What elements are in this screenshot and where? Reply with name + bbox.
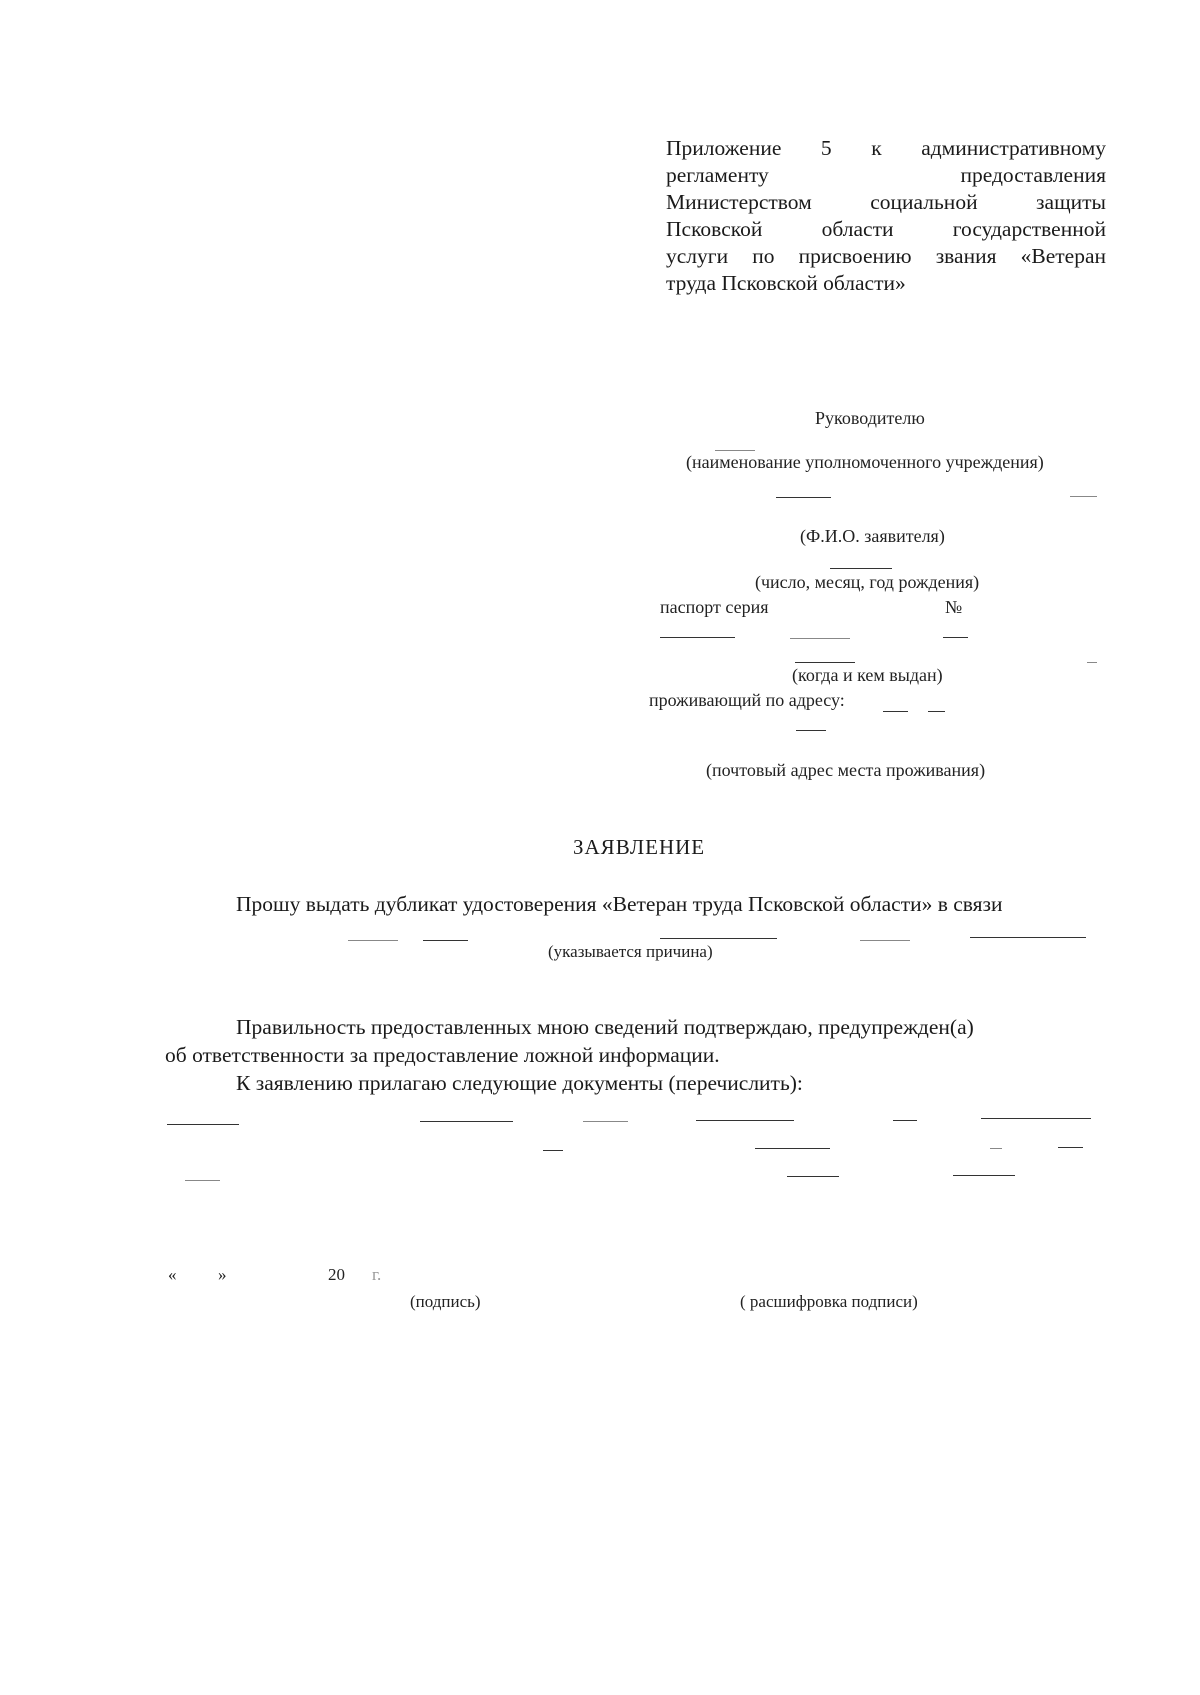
fio-caption: (Ф.И.О. заявителя) xyxy=(800,526,945,546)
passport-number-line xyxy=(943,637,968,638)
address-line-3 xyxy=(796,730,826,731)
appendix-block xyxy=(666,135,1106,297)
doc-line xyxy=(1058,1147,1083,1148)
confirmation-line-1: Правильность предоставленных мною сведений подтверждаю, предупрежден(а) xyxy=(236,1015,974,1039)
passport-number-label: № xyxy=(945,597,963,617)
document-title: ЗАЯВЛЕНИЕ xyxy=(573,835,706,859)
appendix-line: Приложение 5 к административному xyxy=(666,136,1106,160)
request-text: Прошу выдать дубликат удостоверения «Ветеран труда Псковской области» в связи xyxy=(236,892,1003,916)
address-line-2 xyxy=(928,711,945,712)
date-quote-open: « xyxy=(168,1265,177,1284)
appendix-line: регламенту предоставления xyxy=(666,163,1106,187)
residing-label: проживающий по адресу: xyxy=(649,690,845,710)
doc-line xyxy=(420,1121,513,1122)
passport-mid-line xyxy=(790,638,850,639)
doc-line xyxy=(185,1180,220,1181)
fio-line xyxy=(776,497,831,498)
reason-line-3 xyxy=(660,938,777,939)
date-year-suffix: г. xyxy=(372,1265,382,1284)
attach-label: К заявлению прилагаю следующие документы (перечислить): xyxy=(236,1071,803,1095)
passport-series-label: паспорт серия xyxy=(660,597,769,617)
address-line-1 xyxy=(883,711,908,712)
date-year: 20 xyxy=(328,1265,345,1284)
appendix-line: услуги по присвоению звания «Ветеран xyxy=(666,244,1106,268)
doc-line xyxy=(696,1120,794,1121)
signature-decode-caption: ( расшифровка подписи) xyxy=(740,1292,918,1311)
fio-line-end xyxy=(1070,496,1097,497)
appendix-line: Псковской области государственной xyxy=(666,217,1106,241)
doc-line xyxy=(167,1124,239,1125)
reason-caption: (указывается причина) xyxy=(548,942,713,961)
reason-line-5 xyxy=(970,937,1086,938)
reason-line-4 xyxy=(860,940,910,941)
signature-caption: (подпись) xyxy=(410,1292,481,1311)
doc-line xyxy=(990,1148,1002,1149)
address-caption: (почтовый адрес места проживания) xyxy=(706,760,986,780)
reason-line-2 xyxy=(423,940,468,941)
doc-line xyxy=(981,1118,1091,1119)
doc-line xyxy=(543,1150,563,1151)
reason-line-1 xyxy=(348,940,398,941)
doc-line xyxy=(953,1175,1015,1176)
birth-caption: (число, месяц, год рождения) xyxy=(755,572,980,592)
institution-caption: (наименование уполномоченного учреждения) xyxy=(686,452,1044,472)
birth-line xyxy=(830,568,892,569)
doc-line xyxy=(755,1148,830,1149)
passport-series-line xyxy=(660,637,735,638)
issued-caption: (когда и кем выдан) xyxy=(792,665,943,685)
doc-line xyxy=(893,1120,917,1121)
doc-line xyxy=(583,1121,628,1122)
appendix-line: Министерством социальной защиты xyxy=(666,190,1106,214)
confirmation-line-2: об ответственности за предоставление ложной информации. xyxy=(165,1043,720,1067)
appendix-line: труда Псковской области» xyxy=(666,271,906,295)
date-quote-close: » xyxy=(218,1265,227,1284)
doc-line xyxy=(787,1176,839,1177)
issued-line xyxy=(795,662,855,663)
addressee-to: Руководителю xyxy=(815,408,925,428)
institution-line xyxy=(715,450,755,451)
issued-line-end xyxy=(1087,662,1097,663)
